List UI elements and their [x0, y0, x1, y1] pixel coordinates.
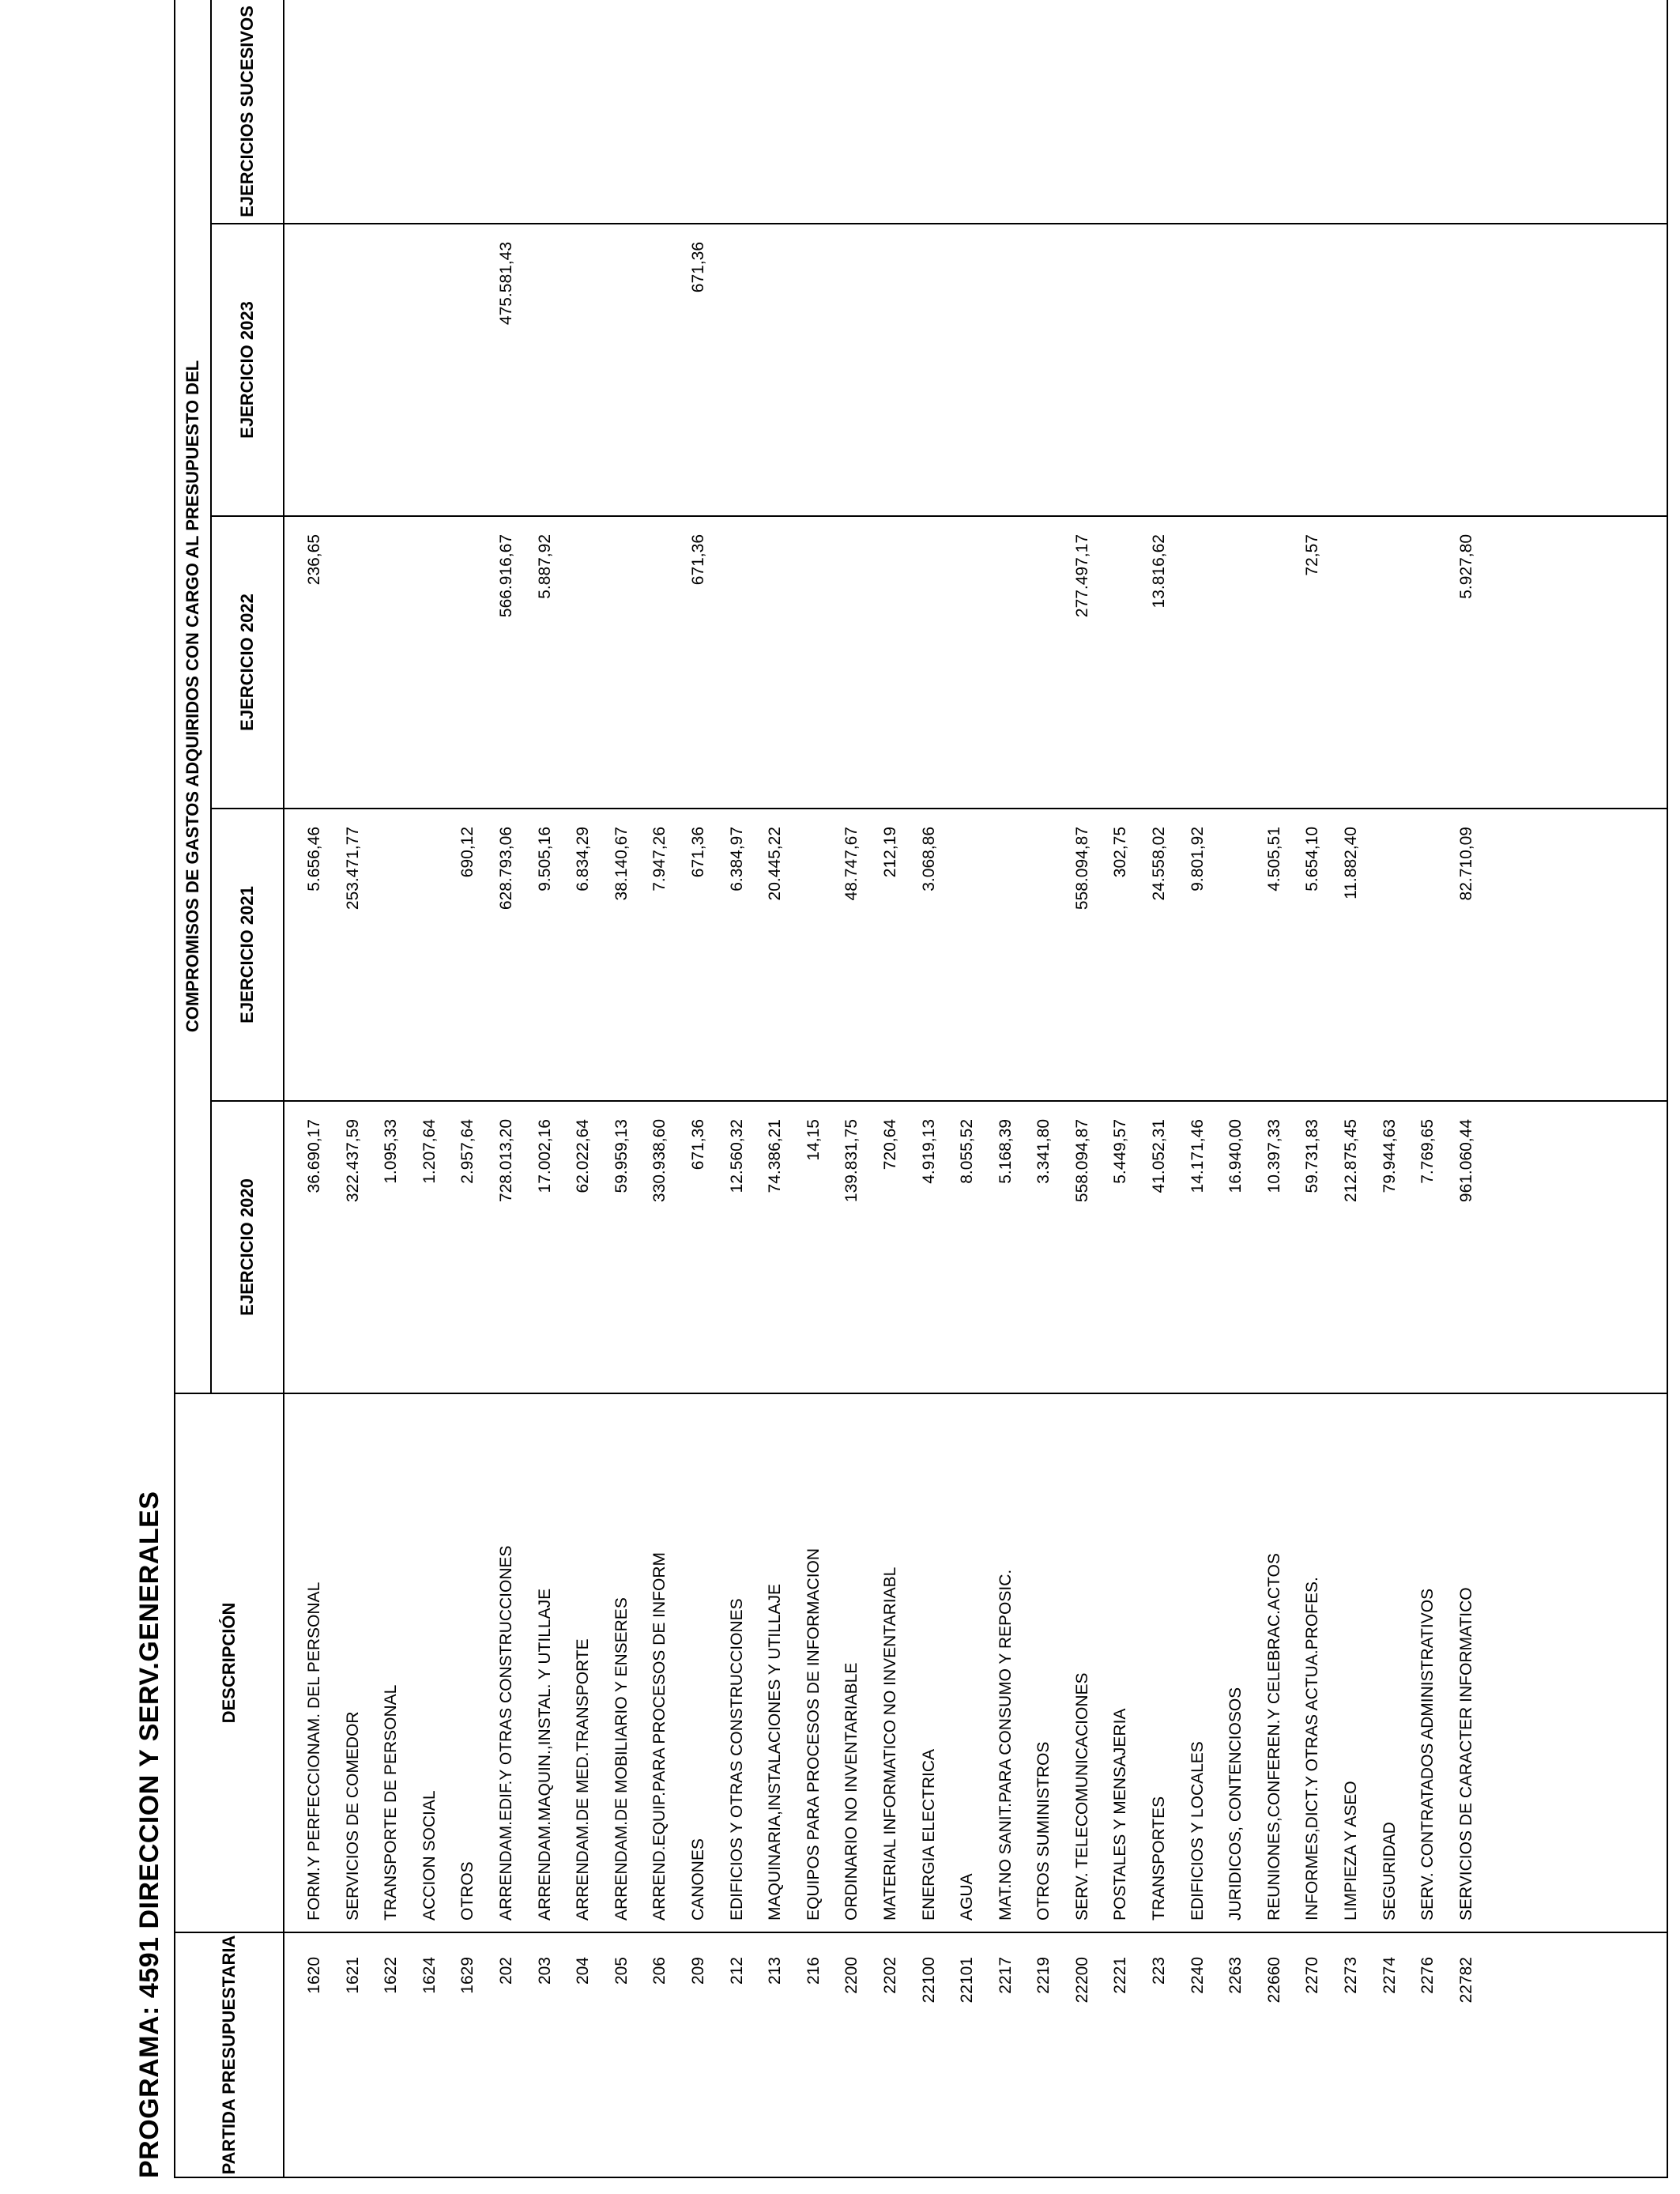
- cell-sucesivos: [1256, 0, 1294, 223]
- cell-partida: 203: [535, 1957, 554, 1985]
- cell-e2020: 5.449,57: [1111, 1119, 1130, 1184]
- cell-sucesivos: [1140, 0, 1179, 223]
- cell-sucesivos: [372, 0, 411, 223]
- cell-e2020: 41.052,31: [1150, 1119, 1169, 1193]
- descripcion-column: [284, 1393, 1667, 1932]
- cell-descripcion: FORM.Y PERFECCIONAM. DEL PERSONAL: [305, 1581, 323, 1921]
- sucesivos-column: [284, 0, 1667, 224]
- cell-e2021: 253.471,77: [343, 827, 362, 910]
- cell-e2020: 2.957,64: [458, 1119, 477, 1184]
- cell-e2021: 690,12: [458, 827, 477, 878]
- cell-e2022: 277.497,17: [1072, 534, 1091, 618]
- cell-e2021: [1371, 809, 1410, 1100]
- cell-e2021: [1217, 809, 1256, 1100]
- cell-e2020: 139.831,75: [842, 1119, 861, 1203]
- cell-e2023: [872, 224, 910, 515]
- cell-e2022: [603, 517, 642, 808]
- cell-e2023: [795, 224, 834, 515]
- cell-e2020: 59.959,13: [612, 1119, 631, 1193]
- cell-descripcion: EQUIPOS PARA PROCESOS DE INFORMACION: [804, 1547, 823, 1921]
- cell-partida: 1620: [305, 1957, 323, 1994]
- cell-descripcion: ARRENDAM.MAQUIN.,INSTAL. Y UTILLAJE: [535, 1588, 554, 1921]
- cell-e2020: 322.437,59: [343, 1119, 362, 1203]
- cell-e2020: 36.690,17: [305, 1119, 323, 1193]
- cell-descripcion: ARRENDAM.DE MED.TRANSPORTE: [574, 1638, 593, 1921]
- cell-e2023: [756, 224, 795, 515]
- cell-e2022: [1025, 517, 1064, 808]
- cell-partida: 22200: [1072, 1957, 1091, 2004]
- cell-e2020: 4.919,13: [919, 1119, 938, 1184]
- cell-sucesivos: [603, 0, 642, 223]
- e2021-column: [284, 809, 1667, 1101]
- cell-e2021: 6.834,29: [574, 827, 593, 892]
- cell-descripcion: TRANSPORTE DE PERSONAL: [382, 1684, 401, 1921]
- cell-e2022: [334, 517, 373, 808]
- cell-e2022: [1179, 517, 1218, 808]
- cell-e2021: 5.656,46: [305, 827, 323, 892]
- cell-sucesivos: [564, 0, 603, 223]
- cell-e2023: [1409, 224, 1448, 515]
- cell-e2022: [756, 517, 795, 808]
- cell-e2021: 20.445,22: [766, 827, 785, 901]
- partida-column: [284, 1932, 1667, 2177]
- cell-e2020: 330.938,60: [650, 1119, 669, 1203]
- cell-e2022: 236,65: [305, 534, 323, 586]
- cell-sucesivos: [680, 0, 718, 223]
- cell-descripcion: TRANSPORTES: [1150, 1796, 1169, 1921]
- cell-e2023: [564, 224, 603, 515]
- cell-e2023: 475.581,43: [496, 242, 515, 326]
- header-year-2021: EJERCICIO 2021: [211, 809, 284, 1101]
- cell-e2023: [1102, 224, 1140, 515]
- cell-e2020: 720,64: [880, 1119, 899, 1171]
- cell-e2022: [872, 517, 910, 808]
- cell-descripcion: INFORMES,DICT.Y OTRAS ACTUA.PROFES.: [1303, 1577, 1322, 1921]
- cell-e2023: [1448, 224, 1486, 515]
- cell-descripcion: SEGURIDAD: [1380, 1822, 1399, 1921]
- cell-partida: 2273: [1342, 1957, 1361, 1994]
- cell-e2023: [372, 224, 411, 515]
- cell-e2020: 1.207,64: [420, 1119, 439, 1184]
- cell-partida: 2219: [1034, 1957, 1053, 1994]
- cell-partida: 2270: [1303, 1957, 1322, 1994]
- cell-e2023: [449, 224, 488, 515]
- cell-e2020: 59.731,83: [1303, 1119, 1322, 1193]
- cell-e2021: 7.947,26: [650, 827, 669, 892]
- cell-e2021: [372, 809, 411, 1100]
- cell-descripcion: SERV. TELECOMUNICACIONES: [1072, 1672, 1091, 1921]
- cell-e2022: 671,36: [688, 534, 707, 586]
- cell-e2023: [910, 224, 949, 515]
- cell-e2020: 16.940,00: [1226, 1119, 1245, 1193]
- table-body-row: [284, 0, 1667, 2177]
- cell-descripcion: ORDINARIO NO INVENTARIABLE: [842, 1662, 861, 1921]
- cell-e2021: 3.068,86: [919, 827, 938, 892]
- cell-sucesivos: [1332, 0, 1371, 223]
- cell-sucesivos: [526, 0, 565, 223]
- header-year-2023: EJERCICIO 2023: [211, 224, 284, 516]
- cell-e2021: 24.558,02: [1150, 827, 1169, 901]
- cell-sucesivos: [296, 0, 334, 223]
- cell-e2022: 72,57: [1303, 534, 1322, 576]
- cell-e2023: [948, 224, 987, 515]
- cell-e2023: [1064, 224, 1102, 515]
- cell-sucesivos: [948, 0, 987, 223]
- cell-sucesivos: [1448, 0, 1486, 223]
- cell-e2020: 5.168,39: [996, 1119, 1015, 1184]
- cell-e2023: 671,36: [688, 242, 707, 293]
- cell-partida: 2200: [842, 1957, 861, 1994]
- cell-sucesivos: [641, 0, 680, 223]
- cell-partida: 1624: [420, 1957, 439, 1994]
- cell-e2022: 5.927,80: [1456, 534, 1475, 599]
- cell-e2022: [1409, 517, 1448, 808]
- e2020-column: [284, 1101, 1667, 1393]
- cell-e2021: 212,19: [880, 827, 899, 878]
- cell-e2023: [1140, 224, 1179, 515]
- cell-partida: 22100: [919, 1957, 938, 2004]
- cell-partida: 2217: [996, 1957, 1015, 1994]
- cell-e2020: 212.875,45: [1342, 1119, 1361, 1203]
- cell-e2022: [910, 517, 949, 808]
- cell-partida: 1629: [458, 1957, 477, 1994]
- cell-partida: 206: [650, 1957, 669, 1985]
- cell-e2022: [987, 517, 1026, 808]
- e2023-column: [284, 224, 1667, 516]
- cell-e2020: 671,36: [688, 1119, 707, 1171]
- cell-e2022: [948, 517, 987, 808]
- cell-e2020: 728.013,20: [496, 1119, 515, 1203]
- cell-e2021: 9.505,16: [535, 827, 554, 892]
- e2022-column: [284, 516, 1667, 809]
- cell-partida: 202: [496, 1957, 515, 1985]
- cell-descripcion: POSTALES Y MENSAJERIA: [1111, 1708, 1130, 1921]
- header-year-2022: EJERCICIO 2022: [211, 516, 284, 809]
- cell-e2020: 62.022,64: [574, 1119, 593, 1193]
- cell-sucesivos: [987, 0, 1026, 223]
- cell-e2023: [1332, 224, 1371, 515]
- cell-e2023: [1256, 224, 1294, 515]
- cell-partida: 2263: [1226, 1957, 1245, 1994]
- cell-e2022: [411, 517, 450, 808]
- cell-e2020: 79.944,63: [1380, 1119, 1399, 1193]
- cell-e2022: [1332, 517, 1371, 808]
- cell-descripcion: EDIFICIOS Y LOCALES: [1188, 1741, 1207, 1921]
- cell-partida: 22660: [1264, 1957, 1283, 2004]
- cell-partida: 223: [1150, 1957, 1169, 1985]
- cell-descripcion: MAQUINARIA,INSTALACIONES Y UTILLAJE: [766, 1584, 785, 1921]
- header-descripcion: DESCRIPCIÓN: [175, 1393, 284, 1932]
- cell-descripcion: EDIFICIOS Y OTRAS CONSTRUCCIONES: [727, 1598, 746, 1921]
- cell-partida: 2276: [1418, 1957, 1437, 1994]
- cell-e2021: 671,36: [688, 827, 707, 878]
- cell-e2020: 74.386,21: [766, 1119, 785, 1193]
- cell-e2022: [1102, 517, 1140, 808]
- cell-e2023: [833, 224, 872, 515]
- cell-e2021: 82.710,09: [1456, 827, 1475, 901]
- cell-partida: 205: [612, 1957, 631, 1985]
- cell-e2023: [334, 224, 373, 515]
- cell-partida: 1621: [343, 1957, 362, 1994]
- cell-sucesivos: [833, 0, 872, 223]
- header-group: COMPROMISOS DE GASTOS ADQUIRIDOS CON CARGO AL PRESUPUESTO DEL: [175, 0, 211, 1393]
- cell-descripcion: MATERIAL INFORMATICO NO INVENTARIABL: [880, 1566, 899, 1921]
- cell-partida: 22101: [958, 1957, 977, 2004]
- header-partida: PARTIDA PRESUPUESTARIA: [175, 1932, 284, 2177]
- cell-sucesivos: [1294, 0, 1332, 223]
- cell-e2022: [1217, 517, 1256, 808]
- cell-descripcion: SERV. CONTRATADOS ADMINISTRATIVOS: [1418, 1588, 1437, 1921]
- cell-e2023: [987, 224, 1026, 515]
- cell-partida: 2240: [1188, 1957, 1207, 1994]
- cell-e2020: 12.560,32: [727, 1119, 746, 1193]
- cell-e2021: [795, 809, 834, 1100]
- cell-descripcion: LIMPIEZA Y ASEO: [1342, 1781, 1361, 1921]
- cell-descripcion: OTROS: [458, 1861, 477, 1921]
- cell-e2020: 961.060,44: [1456, 1119, 1475, 1203]
- cell-e2021: 6.384,97: [727, 827, 746, 892]
- cell-sucesivos: [756, 0, 795, 223]
- cell-partida: 1622: [382, 1957, 401, 1994]
- cell-e2020: 17.002,16: [535, 1119, 554, 1193]
- cell-e2021: 11.882,40: [1342, 827, 1361, 899]
- cell-e2021: [987, 809, 1026, 1100]
- cell-partida: 204: [574, 1957, 593, 1985]
- cell-descripcion: JURIDICOS, CONTENCIOSOS: [1226, 1687, 1245, 1921]
- cell-e2022: [718, 517, 757, 808]
- cell-e2023: [603, 224, 642, 515]
- cell-e2023: [411, 224, 450, 515]
- cell-e2021: 558.094,87: [1072, 827, 1091, 910]
- cell-e2021: [1025, 809, 1064, 1100]
- cell-descripcion: CANONES: [688, 1838, 707, 1921]
- cell-sucesivos: [1409, 0, 1448, 223]
- cell-e2021: 48.747,67: [842, 827, 861, 901]
- cell-partida: 212: [727, 1957, 746, 1985]
- cell-e2023: [296, 224, 334, 515]
- cell-sucesivos: [872, 0, 910, 223]
- cell-sucesivos: [795, 0, 834, 223]
- cell-e2022: [833, 517, 872, 808]
- cell-e2020: 10.397,33: [1264, 1119, 1283, 1193]
- cell-descripcion: ARRENDAM.EDIF.Y OTRAS CONSTRUCCIONES: [496, 1545, 515, 1921]
- cell-e2021: [411, 809, 450, 1100]
- cell-e2022: [1256, 517, 1294, 808]
- commitments-table: [174, 0, 1668, 2178]
- cell-e2022: [795, 517, 834, 808]
- cell-sucesivos: [1025, 0, 1064, 223]
- program-title: PROGRAMA: 4591 DIRECCION Y SERV.GENERALES: [134, 1491, 164, 2178]
- cell-e2023: [718, 224, 757, 515]
- cell-e2023: [526, 224, 565, 515]
- cell-sucesivos: [1371, 0, 1410, 223]
- cell-descripcion: SERVICIOS DE COMEDOR: [343, 1711, 362, 1921]
- cell-descripcion: OTROS SUMINISTROS: [1034, 1741, 1053, 1921]
- cell-e2022: 5.887,92: [535, 534, 554, 599]
- cell-e2020: 558.094,87: [1072, 1119, 1091, 1203]
- cell-e2020: 1.095,33: [382, 1119, 401, 1184]
- cell-e2022: 566.916,67: [496, 534, 515, 618]
- cell-partida: 209: [688, 1957, 707, 1985]
- cell-descripcion: SERVICIOS DE CARACTER INFORMATICO: [1456, 1587, 1475, 1921]
- cell-e2023: [1179, 224, 1218, 515]
- cell-e2022: 13.816,62: [1150, 534, 1169, 609]
- cell-e2022: [449, 517, 488, 808]
- cell-descripcion: MAT.NO SANIT.PARA CONSUMO Y REPOSIC.: [996, 1569, 1015, 1921]
- cell-sucesivos: [488, 0, 526, 223]
- cell-sucesivos: [449, 0, 488, 223]
- cell-sucesivos: [1179, 0, 1218, 223]
- cell-e2022: [372, 517, 411, 808]
- cell-e2021: 5.654,10: [1303, 827, 1322, 892]
- cell-e2023: [1025, 224, 1064, 515]
- header-year-2020: EJERCICIO 2020: [211, 1101, 284, 1393]
- cell-e2020: 3.341,80: [1034, 1119, 1053, 1184]
- cell-sucesivos: [718, 0, 757, 223]
- cell-e2021: 4.505,51: [1264, 827, 1283, 892]
- cell-e2023: [1371, 224, 1410, 515]
- cell-e2022: [641, 517, 680, 808]
- cell-descripcion: ARRENDAM.DE MOBILIARIO Y ENSERES: [612, 1597, 631, 1921]
- cell-sucesivos: [910, 0, 949, 223]
- cell-descripcion: ACCION SOCIAL: [420, 1790, 439, 1921]
- cell-e2020: 7.769,65: [1418, 1119, 1437, 1184]
- cell-partida: 216: [804, 1957, 823, 1985]
- cell-e2021: 302,75: [1111, 827, 1130, 878]
- header-sucesivos: EJERCICIOS SUCESIVOS: [211, 0, 284, 224]
- cell-sucesivos: [1217, 0, 1256, 223]
- cell-descripcion: ENERGIA ELECTRICA: [919, 1748, 938, 1921]
- cell-e2021: 38.140,67: [612, 827, 631, 901]
- cell-e2021: 628.793,06: [496, 827, 515, 910]
- cell-partida: 2221: [1111, 1957, 1130, 1994]
- cell-e2020: 8.055,52: [958, 1119, 977, 1184]
- cell-sucesivos: [1064, 0, 1102, 223]
- cell-descripcion: ARREND.EQUIP.PARA PROCESOS DE INFORM: [650, 1552, 669, 1921]
- cell-descripcion: AGUA: [958, 1873, 977, 1921]
- cell-e2023: [1294, 224, 1332, 515]
- cell-partida: 2202: [880, 1957, 899, 1994]
- cell-sucesivos: [1102, 0, 1140, 223]
- cell-e2020: 14.171,46: [1188, 1119, 1207, 1193]
- cell-e2023: [641, 224, 680, 515]
- cell-e2022: [564, 517, 603, 808]
- cell-e2021: [1409, 809, 1448, 1100]
- cell-e2020: 14,15: [804, 1119, 823, 1161]
- cell-e2023: [1217, 224, 1256, 515]
- cell-e2022: [1371, 517, 1410, 808]
- cell-partida: 213: [766, 1957, 785, 1985]
- cell-e2021: [948, 809, 987, 1100]
- cell-sucesivos: [411, 0, 450, 223]
- cell-partida: 22782: [1456, 1957, 1475, 2004]
- cell-partida: 2274: [1380, 1957, 1399, 1994]
- cell-descripcion: REUNIONES,CONFEREN.Y CELEBRAC.ACTOS: [1264, 1553, 1283, 1921]
- cell-sucesivos: [334, 0, 373, 223]
- cell-e2021: 9.801,92: [1188, 827, 1207, 892]
